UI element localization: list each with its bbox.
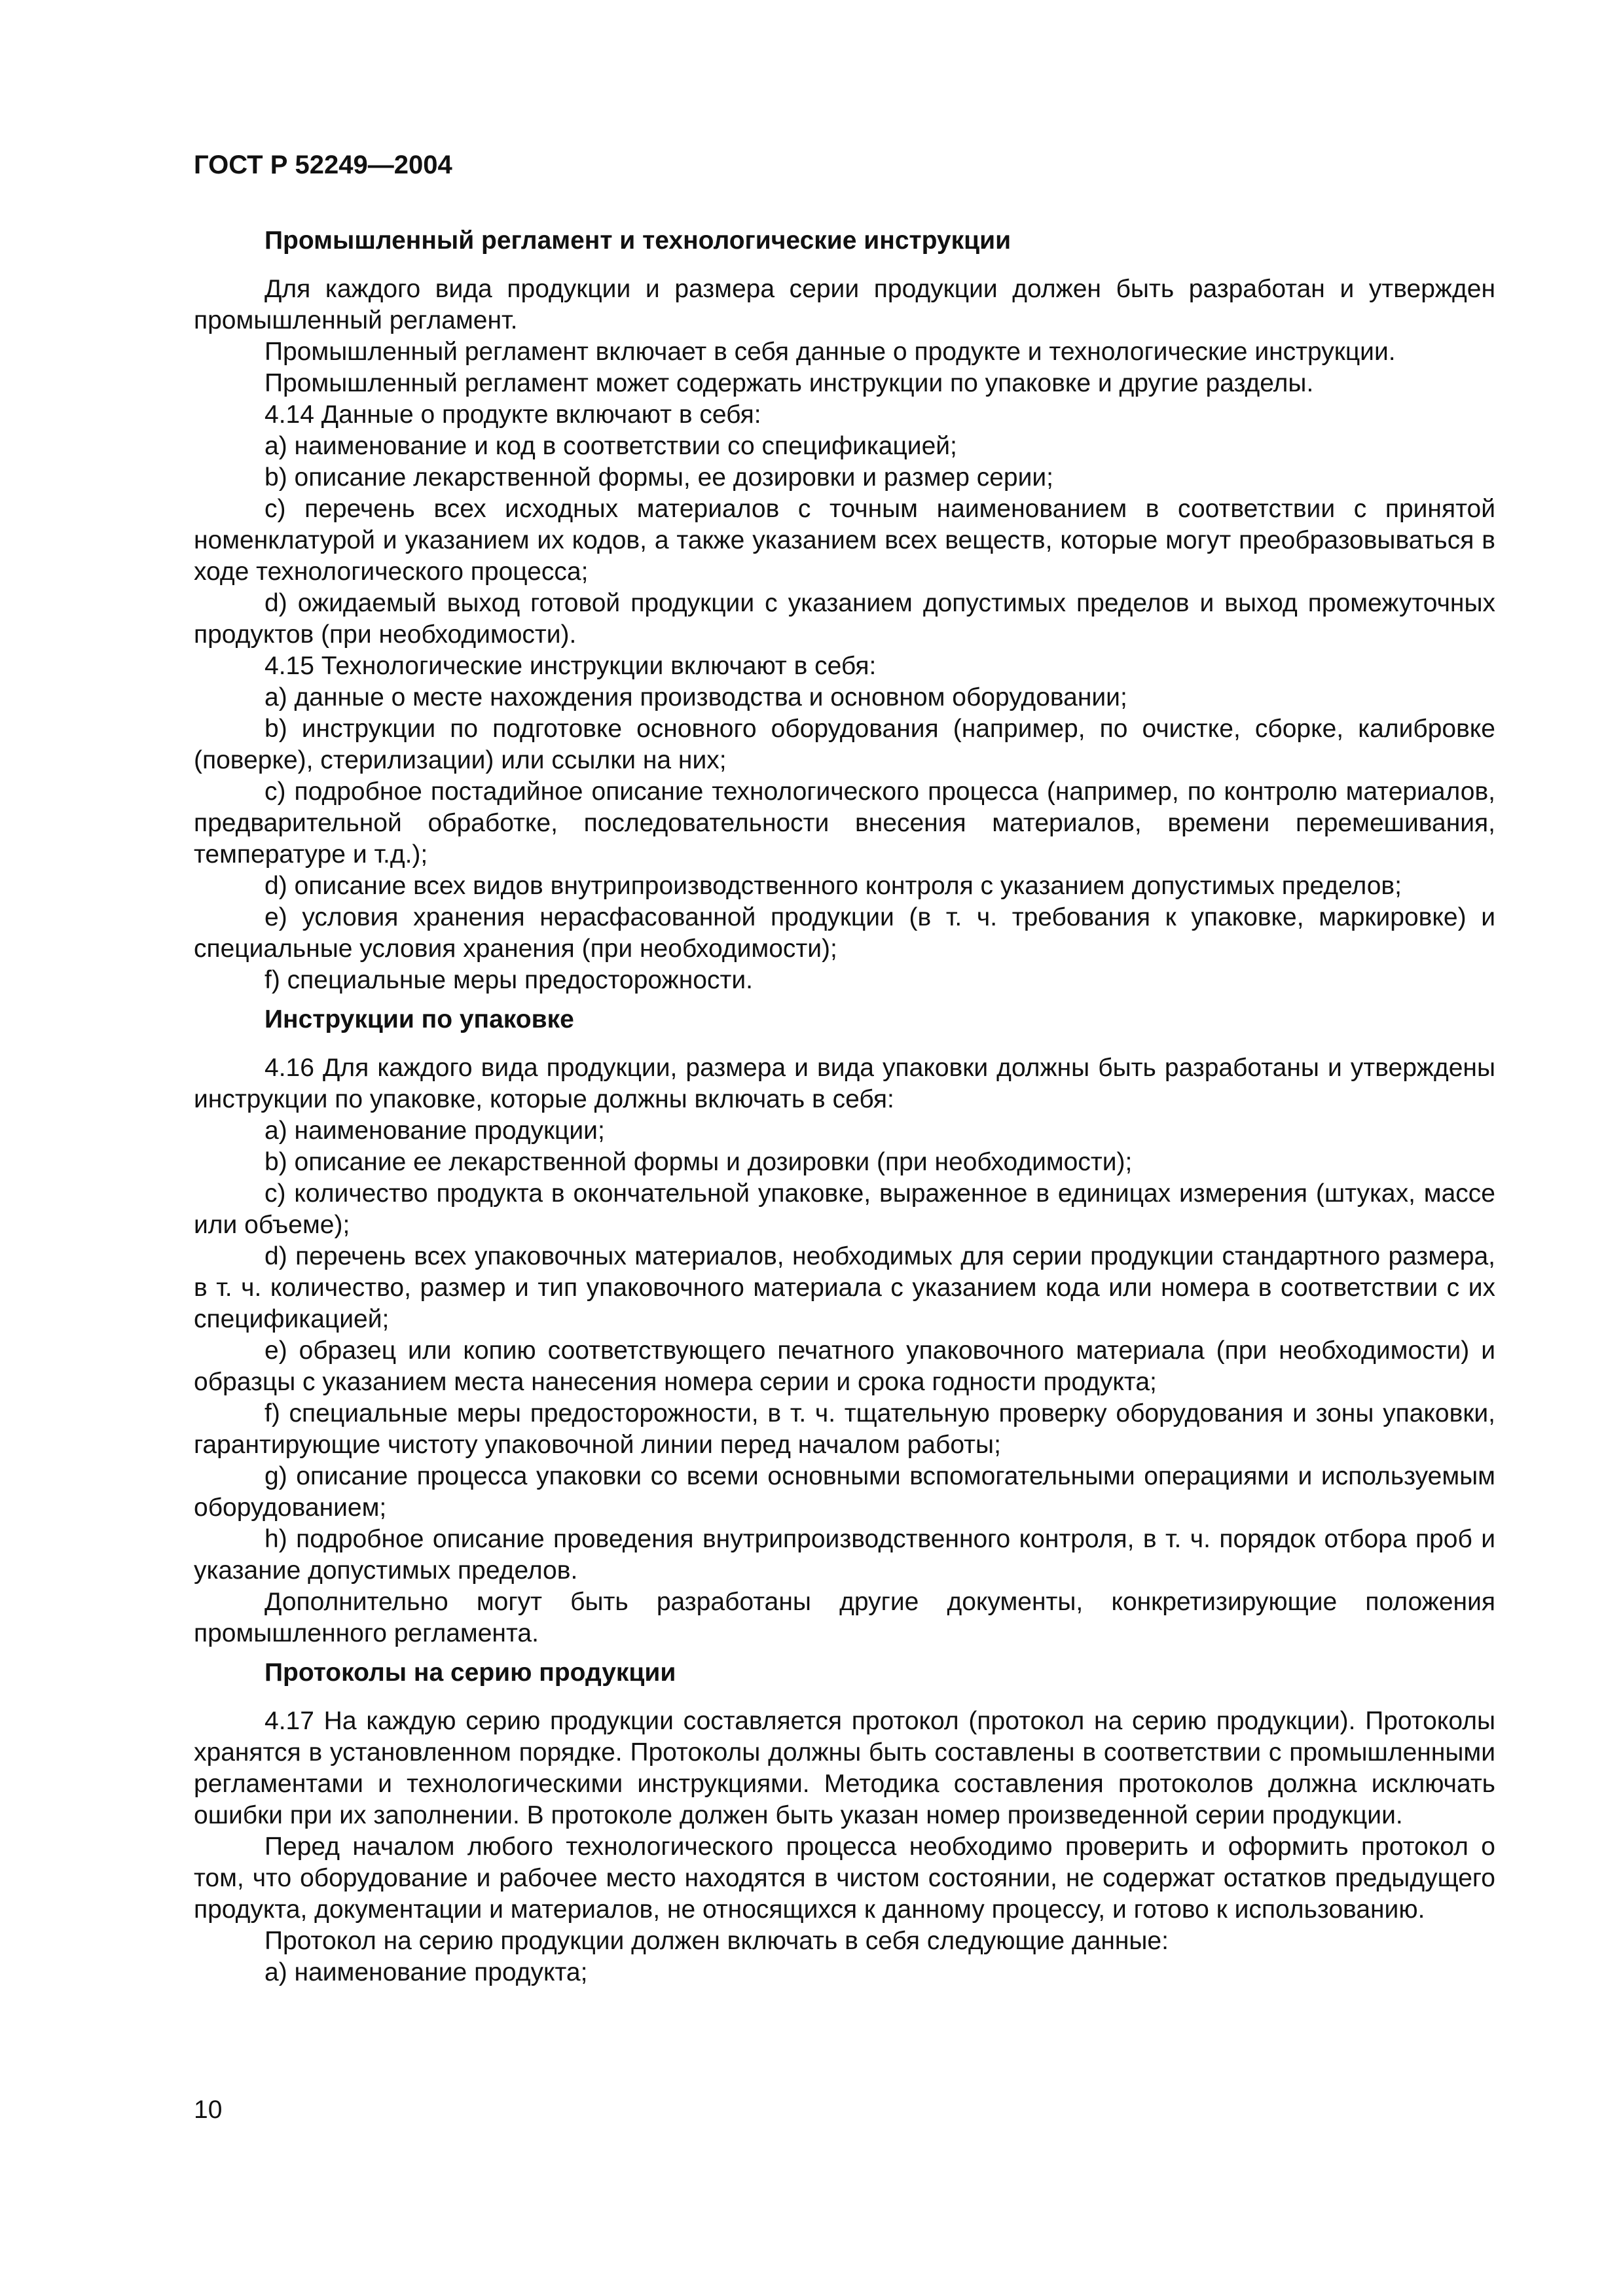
list-item: d) ожидаемый выход готовой продукции с указанием допустимых пределов и выход промежуточных продуктов (при необходимости). [194, 589, 1495, 649]
list-item: d) описание всех видов внутрипроизводственного контроля с указанием допустимых пределов; [264, 872, 1402, 900]
section-heading-batch-records: Протоколы на серию продукции [264, 1659, 676, 1687]
paragraph: Перед началом любого технологического процесса необходимо проверить и оформить протокол о том, что оборудование и рабочее место находятся в чистом состоянии, не содержат остатков предыдущего продукта, документации и материалов, не относящихся к данному процессу, и готово к использованию. [194, 1833, 1495, 1924]
clause-4-15: 4.15 Технологические инструкции включают в себя: [264, 652, 877, 680]
paragraph: Протокол на серию продукции должен включать в себя следующие данные: [264, 1927, 1169, 1955]
paragraph: Дополнительно могут быть разработаны другие документы, конкретизирующие положения промышленного регламента. [194, 1588, 1495, 1647]
list-item: b) описание лекарственной формы, ее дозировки и размер серии; [264, 463, 1054, 492]
document-body [194, 225, 1495, 1988]
list-item: c) перечень всех исходных материалов с точным наименованием в соответствии с принятой номенклатурой и указанием их кодов, а также указанием всех веществ, которые могут преобразовываться в ходе технологического процесса; [194, 495, 1495, 586]
list-item: e) условия хранения нерасфасованной продукции (в т. ч. требования к упаковке, маркировке) и специальные условия хранения (при необходимости); [194, 903, 1495, 963]
section-heading-regulation: Промышленный регламент и технологические инструкции [264, 226, 1012, 255]
list-item: a) данные о месте нахождения производства и основном оборудовании; [264, 683, 1127, 711]
list-item: b) инструкции по подготовке основного оборудования (например, по очистке, сборке, калибровке (поверке), стерилизации) или ссылки на них; [194, 715, 1495, 774]
document-header: ГОСТ Р 52249—2004 [194, 151, 452, 179]
list-item: h) подробное описание проведения внутрипроизводственного контроля, в т. ч. порядок отбора проб и указание допустимых пределов. [194, 1525, 1495, 1585]
list-item: b) описание ее лекарственной формы и дозировки (при необходимости); [264, 1148, 1133, 1176]
list-item: d) перечень всех упаковочных материалов, необходимых для серии продукции стандартного размера, в т. ч. количество, размер и тип упаковочного материала с указанием кода или номера в соответствии с их спецификацией; [194, 1242, 1495, 1333]
list-item: f) специальные меры предосторожности, в т. ч. тщательную проверку оборудования и зоны упаковки, гарантирующие чистоту упаковочной линии перед началом работы; [194, 1399, 1495, 1459]
list-item: a) наименование продукта; [264, 1958, 588, 1986]
paragraph: Промышленный регламент может содержать инструкции по упаковке и другие разделы. [264, 369, 1314, 397]
list-item: c) подробное постадийное описание технологического процесса (например, по контролю материалов, предварительной обработке, последовательности внесения материалов, времени перемешивания, температуре и т.д.); [194, 778, 1495, 869]
list-item: a) наименование продукции; [264, 1117, 605, 1145]
clause-4-16: 4.16 Для каждого вида продукции, размера и вида упаковки должны быть разработаны и утверждены инструкции по упаковке, которые должны включать в себя: [194, 1054, 1495, 1113]
list-item: a) наименование и код в соответствии со спецификацией; [264, 432, 957, 460]
clause-4-14: 4.14 Данные о продукте включают в себя: [264, 401, 761, 429]
list-item: g) описание процесса упаковки со всеми основными вспомогательными операциями и используемым оборудованием; [194, 1462, 1495, 1522]
paragraph: Для каждого вида продукции и размера серии продукции должен быть разработан и утвержден промышленный регламент. [194, 275, 1495, 334]
list-item: f) специальные меры предосторожности. [264, 966, 753, 994]
list-item: e) образец или копию соответствующего печатного упаковочного материала (при необходимости) и образцы с указанием места нанесения номера серии и срока годности продукта; [194, 1336, 1495, 1396]
page-number: 10 [194, 2096, 223, 2124]
clause-4-17: 4.17 На каждую серию продукции составляется протокол (протокол на серию продукции). Протоколы хранятся в установленном порядке. Протоколы должны быть составлены в соответствии с промышленными регламентами и технологическими инструкциями. Методика составления протоколов должна исключать ошибки при их заполнении. В протоколе должен быть указан номер произведенной серии продукции. [194, 1707, 1495, 1829]
paragraph: Промышленный регламент включает в себя данные о продукте и технологические инструкции. [264, 338, 1396, 366]
list-item: c) количество продукта в окончательной упаковке, выраженное в единицах измерения (штуках, массе или объеме); [194, 1179, 1495, 1239]
section-heading-packaging: Инструкции по упаковке [264, 1005, 574, 1033]
